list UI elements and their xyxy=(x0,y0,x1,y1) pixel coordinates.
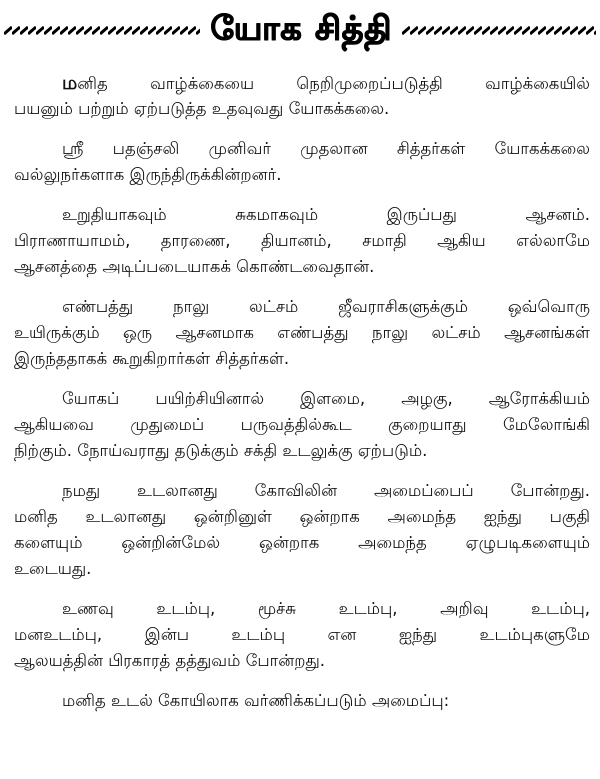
text-line: உயிருக்கும் ஒரு ஆசனமாக எண்பத்து நாலு லட்சம் ஆசனங்கள் xyxy=(14,323,590,342)
text-line: பிராணாயாமம், தாரணை, தியானம், சமாதி ஆகிய எல்லாமே xyxy=(14,231,590,250)
text-line: உடையது. xyxy=(14,559,92,578)
rope-border-right xyxy=(402,26,596,35)
text-line: மனித உடல் கோயிலாக வர்ணிக்கப்படும் அமைப்பு: xyxy=(62,691,450,710)
text-line: நிற்கும். நோய்வராது தடுக்கும் சக்தி உடலுக்கு ஏற்படும். xyxy=(14,441,428,460)
paragraph xyxy=(14,478,590,582)
text-line: மனஉடம்பு, இன்ப உடம்பு என ஐந்து உடம்புகளுமே xyxy=(14,625,590,644)
text-line: களையும் ஒன்றின்மேல் ஒன்றாக அமைந்த ஏழுபடிகளையும் xyxy=(14,533,590,552)
text-line: ஆலயத்தின் பிரகாரத் தத்துவம் போன்றது. xyxy=(14,651,326,670)
text-line: உறுதியாகவும் சுகமாகவும் இருப்பது ஆசனம். xyxy=(62,205,590,224)
text-line: ஆகியவை முதுமைப் பருவத்தில்கூட குறையாது மேலோங்கி xyxy=(14,415,590,434)
text-line: இருந்ததாகக் கூறுகிறார்கள் சித்தர்கள். xyxy=(14,349,290,368)
text-line-rest: னித வாழ்க்கையை நெறிமுறைப்படுத்தி வாழ்க்கையில் xyxy=(77,74,590,93)
text-line: மனித உடலானது ஒன்றினுள் ஒன்றாக அமைந்த ஐந்து பகுதி xyxy=(14,507,590,526)
text-line: யோகப் பயிற்சியினால் இளமை, அழகு, ஆரோக்கியம் xyxy=(62,389,590,408)
title-banner xyxy=(0,0,600,60)
text-line: நமது உடலானது கோவிலின் அமைப்பைப் போன்றது. xyxy=(62,481,590,500)
text-line: பயனும் பற்றும் ஏற்படுத்த உதவுவது யோகக்கலை. xyxy=(14,99,390,118)
text-line: உணவு உடம்பு, மூச்சு உடம்பு, அறிவு உடம்பு, xyxy=(62,599,590,618)
paragraph xyxy=(14,202,590,280)
rope-border-left xyxy=(4,26,200,35)
paragraph xyxy=(14,596,590,674)
text-line: எண்பத்து நாலு லட்சம் ஜீவராசிகளுக்கும் ஒவ்வொரு xyxy=(62,297,590,316)
text-line: வல்லுநர்களாக இருந்திருக்கின்றனர். xyxy=(14,165,282,184)
page-title: யோக சித்தி xyxy=(210,8,392,47)
drop-cap: ம xyxy=(62,72,78,94)
paragraph xyxy=(14,294,590,372)
paragraph xyxy=(14,70,590,122)
body-text xyxy=(14,70,590,728)
text-line: ஆசனத்தை அடிப்படையாகக் கொண்டவைதான். xyxy=(14,257,375,276)
text-line: ஸ்ரீ பதஞ்சலி முனிவர் முதலான சித்தர்கள் யோகக்கலை xyxy=(62,139,590,158)
paragraph xyxy=(14,688,590,714)
text-line xyxy=(14,70,590,96)
paragraph xyxy=(14,136,590,188)
paragraph xyxy=(14,386,590,464)
